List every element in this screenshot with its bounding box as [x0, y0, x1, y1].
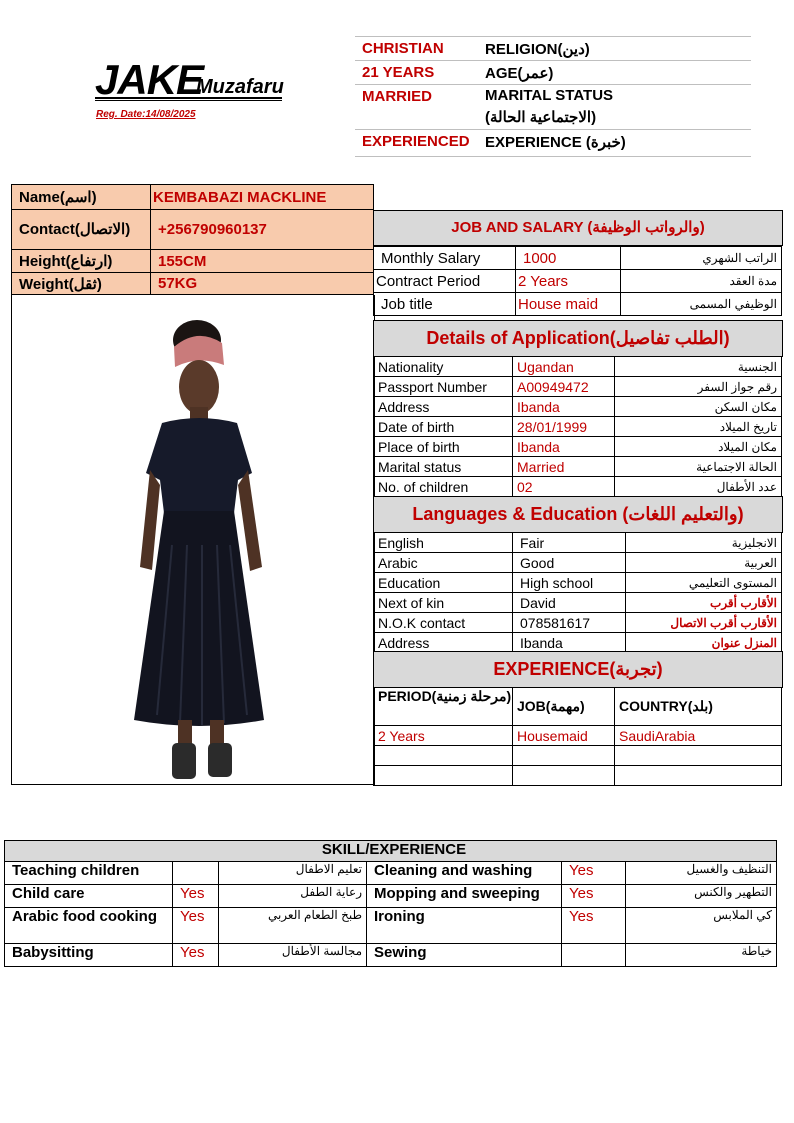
english-value: Fair [513, 533, 626, 553]
table-row [12, 185, 374, 210]
weight-value: 57KG [151, 273, 374, 295]
nationality-arabic: الجنسية [615, 357, 782, 377]
table-row [374, 437, 782, 457]
summary-row-age [355, 60, 751, 84]
skills-table [4, 840, 777, 967]
jobtitle-arabic: الوظيفي المسمى [621, 293, 782, 316]
age-value: 21 YEARS [362, 64, 435, 81]
exp-job [513, 766, 615, 786]
summary-row-marital [355, 84, 751, 129]
table-row [5, 862, 777, 885]
skill-yes: Yes [173, 944, 219, 967]
candidate-photo [12, 295, 374, 784]
height-value: 155CM [151, 250, 374, 273]
table-row [5, 841, 777, 862]
experience-table [373, 687, 782, 786]
application-table [373, 356, 782, 497]
skill-yes [173, 862, 219, 885]
skill-yes: Yes [562, 885, 626, 908]
skill-name: Child care [5, 885, 173, 908]
table-row [374, 397, 782, 417]
jobtitle-label: Job title [374, 293, 516, 316]
experience-value: EXPERIENCED [362, 133, 470, 150]
job-salary-header: JOB AND SALARY (والرواتب الوظيفة) [373, 210, 783, 246]
skill-arabic: تعليم الاطفال [219, 862, 367, 885]
table-row [12, 210, 374, 250]
skill-name: Mopping and sweeping [367, 885, 562, 908]
languages-table [373, 532, 782, 653]
dob-label: Date of birth [374, 417, 513, 437]
children-arabic: عدد الأطفال [615, 477, 782, 497]
marital-label: MARITAL STATUS (الاجتماعية الحالة) [485, 87, 614, 126]
skill-arabic: خياطة [626, 944, 777, 967]
skill-yes: Yes [173, 908, 219, 944]
marital-value: Married [513, 457, 615, 477]
passport-value: A00949472 [513, 377, 615, 397]
age-label: AGE(عمر) [485, 65, 554, 82]
marital-value: MARRIED [362, 88, 432, 105]
skill-name: Babysitting [5, 944, 173, 967]
height-label: Height(ارتفاع) [12, 250, 151, 273]
education-label: Education [374, 573, 513, 593]
experience-header: EXPERIENCE(تجربة) [373, 651, 783, 688]
experience-label: EXPERIENCE (خبرة) [485, 134, 626, 151]
weight-label: Weight(ثقل) [12, 273, 151, 295]
nok-contact-arabic: الأقارب أقرب الاتصال [626, 613, 782, 633]
dob-value: 28/01/1999 [513, 417, 615, 437]
contract-label: Contract Period [374, 270, 516, 293]
jobtitle-value: House maid [516, 293, 621, 316]
candidate-photo-frame [11, 295, 375, 785]
kin-value: David [513, 593, 626, 613]
table-row [374, 726, 782, 746]
summary-row-experience [355, 129, 751, 157]
period-column-header: PERIOD(مرحلة زمنية) [374, 688, 513, 726]
exp-country [615, 746, 782, 766]
table-row [374, 293, 782, 316]
dob-arabic: تاريخ الميلاد [615, 417, 782, 437]
education-value: High school [513, 573, 626, 593]
logo-sub-text: Muzafaru [196, 76, 284, 98]
skills-title: SKILL/EXPERIENCE [5, 841, 777, 862]
table-row [374, 633, 782, 653]
skill-arabic: التنظيف والغسيل [626, 862, 777, 885]
skill-yes: Yes [562, 908, 626, 944]
languages-header: Languages & Education (والتعليم اللغات) [373, 496, 783, 533]
table-row [374, 477, 782, 497]
children-label: No. of children [374, 477, 513, 497]
table-row [12, 273, 374, 295]
name-value: KEMBABAZI MACKLINE [151, 185, 374, 210]
table-row [374, 357, 782, 377]
skill-yes: Yes [173, 885, 219, 908]
table-row [374, 457, 782, 477]
personal-info-table [11, 184, 374, 295]
exp-job: Housemaid [513, 726, 615, 746]
religion-value: CHRISTIAN [362, 40, 444, 57]
application-header: Details of Application(الطلب تفاصيل) [373, 320, 783, 357]
skill-name: Sewing [367, 944, 562, 967]
skill-yes: Yes [562, 862, 626, 885]
passport-label: Passport Number [374, 377, 513, 397]
pob-label: Place of birth [374, 437, 513, 457]
english-label: English [374, 533, 513, 553]
kin-address-arabic: المنزل عنوان [626, 633, 782, 653]
agency-logo [95, 56, 295, 126]
arabic-arabic: العربية [626, 553, 782, 573]
marital-arabic: الحالة الاجتماعية [615, 457, 782, 477]
table-row [374, 613, 782, 633]
skill-yes [562, 944, 626, 967]
table-row [374, 553, 782, 573]
logo-main-text: JAKE [95, 56, 204, 103]
address-value: Ibanda [513, 397, 615, 417]
summary-row-religion [355, 36, 751, 60]
registration-date: Reg. Date:14/08/2025 [96, 109, 196, 120]
exp-period [374, 766, 513, 786]
table-row [5, 908, 777, 944]
table-row [374, 593, 782, 613]
skill-arabic: مجالسة الأطفال [219, 944, 367, 967]
contact-label: Contact(الاتصال) [12, 210, 151, 250]
summary-block [355, 36, 751, 157]
address-arabic: مكان السكن [615, 397, 782, 417]
exp-period [374, 746, 513, 766]
pob-value: Ibanda [513, 437, 615, 457]
table-row [374, 746, 782, 766]
salary-arabic: الراتب الشهري [621, 247, 782, 270]
arabic-label: Arabic [374, 553, 513, 573]
job-column-header: JOB(مهمة) [513, 688, 615, 726]
exp-country: SaudiArabia [615, 726, 782, 746]
skill-arabic: التطهير والكنس [626, 885, 777, 908]
logo-underline-thin [95, 100, 282, 101]
exp-period: 2 Years [374, 726, 513, 746]
kin-address-label: Address [374, 633, 513, 653]
country-column-header: COUNTRY(بلد) [615, 688, 782, 726]
table-row [374, 377, 782, 397]
table-row [374, 766, 782, 786]
exp-job [513, 746, 615, 766]
logo-underline [95, 97, 282, 99]
salary-value: 1000 [516, 247, 621, 270]
contract-value: 2 Years [516, 270, 621, 293]
nok-contact-value: 078581617 [513, 613, 626, 633]
job-salary-table [373, 246, 782, 316]
contact-value: +256790960137 [151, 210, 374, 250]
skill-name: Ironing [367, 908, 562, 944]
pob-arabic: مكان الميلاد [615, 437, 782, 457]
nationality-value: Ugandan [513, 357, 615, 377]
education-arabic: المستوى التعليمي [626, 573, 782, 593]
table-row [374, 573, 782, 593]
table-row [5, 885, 777, 908]
table-row [5, 944, 777, 967]
table-row [374, 417, 782, 437]
name-label: Name(اسم) [12, 185, 151, 210]
skill-arabic: كي الملابس [626, 908, 777, 944]
marital-label: Marital status [374, 457, 513, 477]
skill-name: Teaching children [5, 862, 173, 885]
nationality-label: Nationality [374, 357, 513, 377]
address-label: Address [374, 397, 513, 417]
skill-name: Arabic food cooking [5, 908, 173, 944]
kin-address-value: Ibanda [513, 633, 626, 653]
kin-label: Next of kin [374, 593, 513, 613]
exp-country [615, 766, 782, 786]
table-row [374, 533, 782, 553]
skill-name: Cleaning and washing [367, 862, 562, 885]
table-row [374, 688, 782, 726]
skill-arabic: طبخ الطعام العربي [219, 908, 367, 944]
kin-arabic: الأقارب أقرب [626, 593, 782, 613]
english-arabic: الانجليزية [626, 533, 782, 553]
salary-label: Monthly Salary [374, 247, 516, 270]
table-row [12, 250, 374, 273]
religion-label: RELIGION(دين) [485, 41, 590, 58]
table-row [374, 270, 782, 293]
nok-contact-label: N.O.K contact [374, 613, 513, 633]
table-row [374, 247, 782, 270]
skill-arabic: رعاية الطفل [219, 885, 367, 908]
children-value: 02 [513, 477, 615, 497]
passport-arabic: رقم جواز السفر [615, 377, 782, 397]
arabic-value: Good [513, 553, 626, 573]
contract-arabic: مدة العقد [621, 270, 782, 293]
